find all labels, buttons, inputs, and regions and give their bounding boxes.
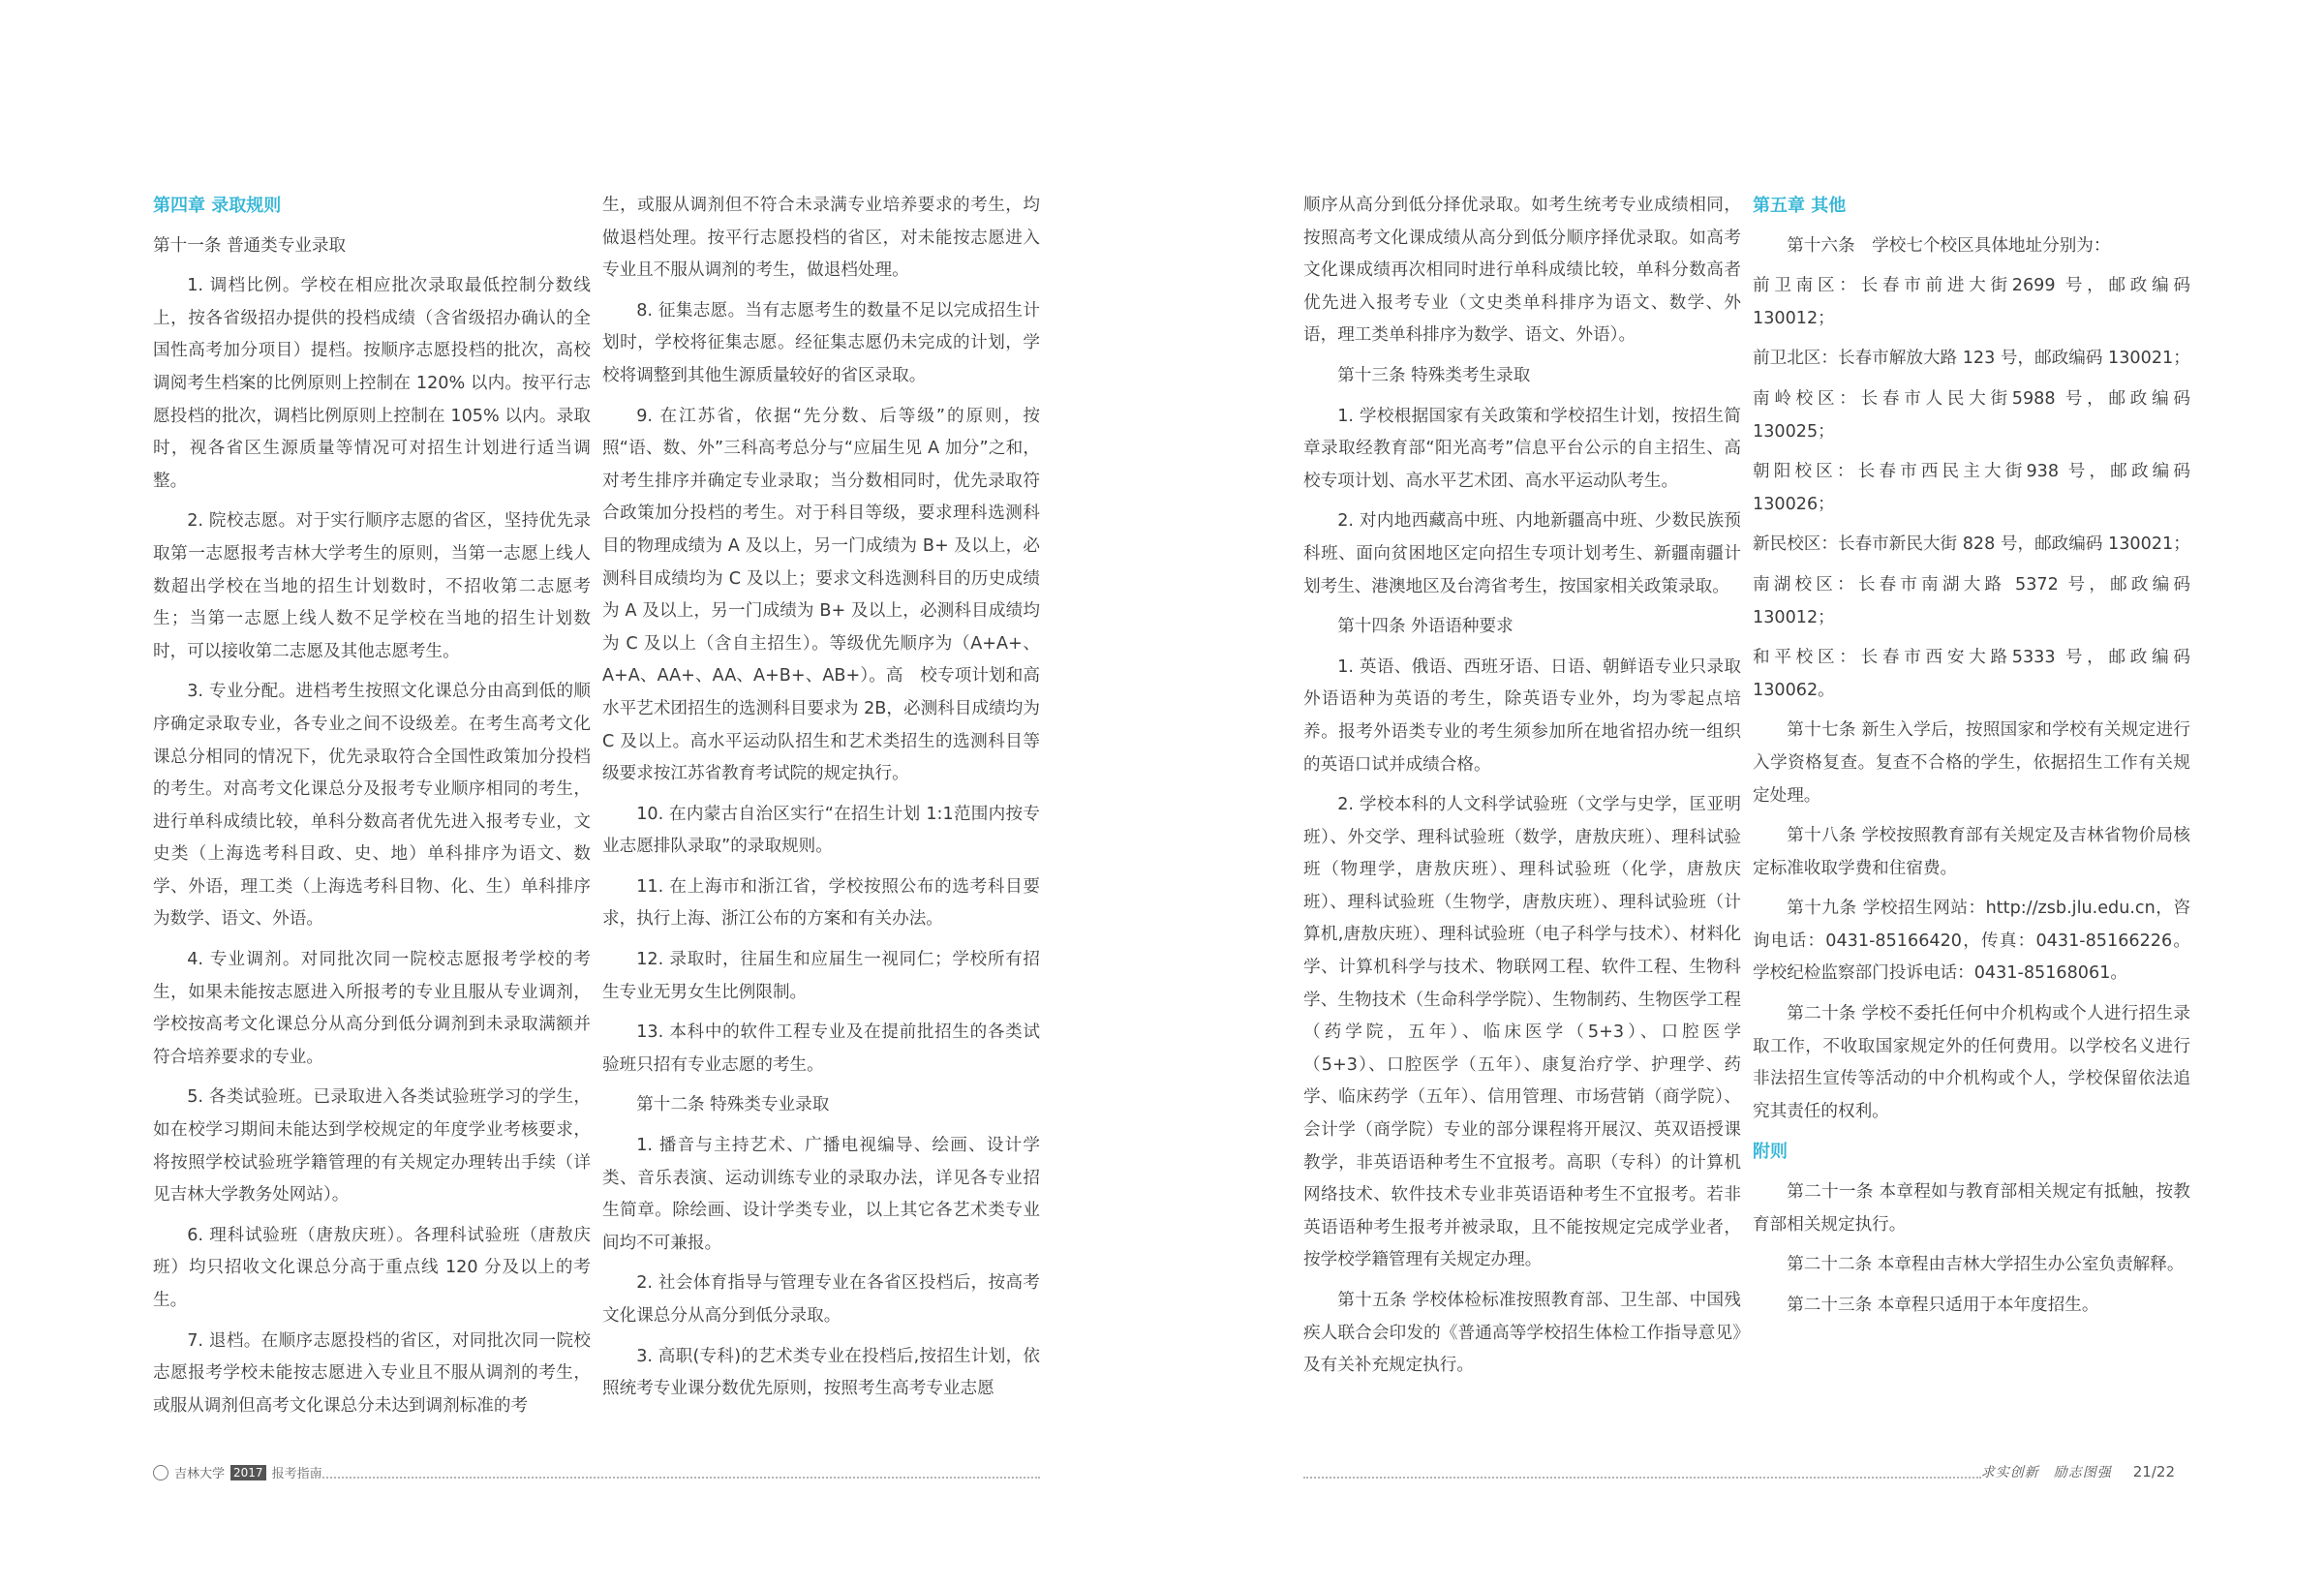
university-logo-icon <box>153 1465 168 1480</box>
chapter-5-heading: 第五章 其他 <box>1753 196 1847 216</box>
paragraph: 13. 本科中的软件工程专业及在提前批招生的各类试验班只招有专业志愿的考生。 <box>602 1022 1040 1075</box>
paragraph: 3. 专业分配。进档考生按照文化课总分由高到低的顺序确定录取专业，各专业之间不设级差。在考生高考文化课总分相同的情况下，优先录取符合全国性政策加分投档的考生。对高考文化课总分及报考专业顺序相同的考生，进行单科成绩比较，单科分数高者优先进入报考专业，文史类（上海选考科目政、史、地）单科排序为语文、数学、外语，理工类（上海选考科目物、化、生）单科排序为数学、语文、外语。 <box>153 682 591 930</box>
paragraph-continued: 生，或服从调剂但不符合未录满专业培养要求的考生，均做退档处理。按平行志愿投档的省区，对未能按志愿进入专业且不服从调剂的考生，做退档处理。 <box>602 196 1040 281</box>
article-20: 第二十条 学校不委托任何中介机构或个人进行招生录取工作，不收取国家规定外的任何费用。以学校名义进行非法招生宣传等活动的中介机构或个人，学校保留依法追究其责任的权利。 <box>1753 1004 2190 1121</box>
paragraph: 8. 征集志愿。当有志愿考生的数量不足以完成招生计划时，学校将征集志愿。经征集志愿仍未完成的计划，学校将调整到其他生源质量较好的省区录取。 <box>602 300 1040 385</box>
column-2 <box>602 190 1040 1414</box>
paragraph-continued: 顺序从高分到低分择优录取。如考生统考专业成绩相同，按照高考文化课成绩从高分到低分顺序择优录取。如高考文化课成绩再次相同时进行单科成绩比较，单科分数高者优先进入报考专业（文史类单科排序为语文、数学、外语，理工类单科排序为数学、语文、外语）。 <box>1303 196 1741 346</box>
paragraph: 11. 在上海市和浙江省，学校按照公布的选考科目要求，执行上海、浙江公布的方案和有关办法。 <box>602 876 1040 930</box>
article-22: 第二十二条 本章程由吉林大学招生办公室负责解释。 <box>1787 1255 2185 1275</box>
footer-motto: 求实创新 励志图强 <box>1980 1465 2112 1480</box>
paragraph: 1. 英语、俄语、西班牙语、日语、朝鲜语专业只录取外语语种为英语的考生，除英语专业外，均为零起点培养。报考外语类专业的考生须参加所在地省招办统一组织的英语口试并成绩合格。 <box>1303 656 1741 775</box>
appendix-heading: 附则 <box>1753 1142 1788 1163</box>
column-3 <box>1303 190 1741 1390</box>
footer-year: 2017 <box>230 1465 266 1480</box>
paragraph: 2. 学校本科的人文科学试验班（文学与史学，匡亚明班）、外交学、理科试验班（数学，唐敖庆班）、理科试验班（物理学，唐敖庆班）、理科试验班（化学，唐敖庆班）、理科试验班（生物学，唐敖庆班）、理科试验班（计算机,唐敖庆班）、理科试验班（电子科学与技术）、材料化学、计算机科学与技术、物联网工程、软件工程、生物科学、生物技术（生命科学学院）、生物制药、生物医学工程（药学院，五年）、临床医学（5+3）、口腔医学（5+3）、口腔医学（五年）、康复治疗学、护理学、药学、临床药学（五年）、信用管理、市场营销（商学院）、会计学（商学院）专业的部分课程将开展汉、英双语授课教学，非英语语种考生不宜报考。高职（专科）的计算机网络技术、软件技术专业非英语语种考生不宜报考。若非英语语种考生报考并被录取，且不能按规定完成学业者，按学校学籍管理有关规定办理。 <box>1303 795 1741 1270</box>
paragraph: 7. 退档。在顺序志愿投档的省区，对同批次同一院校志愿报考学校未能按志愿进入专业且不服从调剂的考生，或服从调剂但高考文化课总分未达到调剂标准的考 <box>153 1330 591 1416</box>
footer-divider-left <box>312 1477 1040 1479</box>
article-16: 第十六条 学校七个校区具体地址分别为： <box>1787 235 2111 256</box>
paragraph: 10. 在内蒙古自治区实行“在招生计划 1:1范围内按专业志愿排队录取”的录取规则。 <box>602 804 1040 857</box>
column-1 <box>153 190 591 1430</box>
footer-right <box>1981 1462 2175 1481</box>
article-17: 第十七条 新生入学后，按照国家和学校有关规定进行入学资格复查。复查不合格的学生，依据招生工作有关规定处理。 <box>1753 720 2190 806</box>
footer-left <box>153 1463 322 1481</box>
paragraph: 12. 录取时，往届生和应届生一视同仁；学校所有招生专业无男女生比例限制。 <box>602 950 1040 1002</box>
campus-address: 前卫北区：长春市解放大路 123 号，邮政编码 130021； <box>1753 349 2190 369</box>
article-18: 第十八条 学校按照教育部有关规定及吉林省物价局核定标准收取学费和住宿费。 <box>1753 826 2190 878</box>
footer-guide-label: 报考指南 <box>271 1467 322 1481</box>
article-21: 第二十一条 本章程如与教育部相关规定有抵触，按教育部相关规定执行。 <box>1753 1182 2190 1235</box>
paragraph: 1. 播音与主持艺术、广播电视编导、绘画、设计学类、音乐表演、运动训练专业的录取办法，详见各专业招生简章。除绘画、设计学类专业，以上其它各艺术类专业间均不可兼报。 <box>602 1136 1040 1253</box>
article-12-title: 第十二条 特殊类专业录取 <box>636 1095 830 1115</box>
article-15: 第十五条 学校体检标准按照教育部、卫生部、中国残疾人联合会印发的《普通高等学校招生体检工作指导意见》及有关补充规定执行。 <box>1303 1291 1741 1376</box>
campus-address: 南湖校区：长春市南湖大路 5372 号，邮政编码 130012； <box>1753 574 2190 627</box>
article-13-title: 第十三条 特殊类考生录取 <box>1337 365 1531 385</box>
footer-divider-right <box>1303 1477 1981 1479</box>
article-11-title: 第十一条 普通类专业录取 <box>153 235 347 256</box>
article-23: 第二十三条 本章程只适用于本年度招生。 <box>1787 1295 2099 1315</box>
paragraph: 2. 社会体育指导与管理专业在各省区投档后，按高考文化课总分从高分到低分录取。 <box>602 1273 1040 1326</box>
footer-school-name: 吉林大学 <box>174 1467 226 1481</box>
article-19: 第十九条 学校招生网站：http://zsb.jlu.edu.cn，咨询电话：0431-85166420，传真：0431-85166226。学校纪检监察部门投诉电话：0431-85168061。 <box>1753 899 2190 984</box>
campus-address: 前卫南区：长春市前进大街2699 号，邮政编码 130012； <box>1753 276 2190 328</box>
campus-address: 和平校区：长春市西安大路5333 号，邮政编码 130062。 <box>1753 648 2190 700</box>
paragraph: 4. 专业调剂。对同批次同一院校志愿报考学校的考生，如果未能按志愿进入所报考的专业且服从专业调剂，学校按高考文化课总分从高分到低分调剂到未录取满额并符合培养要求的专业。 <box>153 950 591 1067</box>
paragraph: 6. 理科试验班（唐敖庆班）。各理科试验班（唐敖庆班）均只招收文化课总分高于重点线 120 分及以上的考生。 <box>153 1225 591 1310</box>
paragraph: 5. 各类试验班。已录取进入各类试验班学习的学生，如在校学习期间未能达到学校规定的年度学业考核要求，将按照学校试验班学籍管理的有关规定办理转出手续（详见吉林大学教务处网站）。 <box>153 1087 591 1206</box>
paragraph: 2. 院校志愿。对于实行顺序志愿的省区，坚持优先录取第一志愿报考吉林大学考生的原则，当第一志愿上线人数超出学校在当地的招生计划数时，不招收第二志愿考生；当第一志愿上线人数不足学校在当地的招生计划数时，可以接收第二志愿及其他志愿考生。 <box>153 511 591 661</box>
chapter-4-heading: 第四章 录取规则 <box>153 196 282 216</box>
campus-address: 朝阳校区：长春市西民主大街938 号，邮政编码 130026； <box>1753 462 2190 514</box>
campus-address: 新民校区：长春市新民大街 828 号，邮政编码 130021； <box>1753 534 2190 555</box>
campus-address: 南岭校区：长春市人民大街5988 号，邮政编码 130025； <box>1753 388 2190 442</box>
column-4 <box>1753 190 2190 1329</box>
paragraph: 2. 对内地西藏高中班、内地新疆高中班、少数民族预科班、面向贫困地区定向招生专项计划考生、新疆南疆计划考生、港澳地区及台湾省考生，按国家相关政策录取。 <box>1303 511 1741 596</box>
paragraph: 3. 高职(专科)的艺术类专业在投档后,按招生计划，依照统考专业课分数优先原则，按照考生高考专业志愿 <box>602 1346 1040 1399</box>
paragraph: 1. 学校根据国家有关政策和学校招生计划，按招生简章录取经教育部“阳光高考”信息平台公示的自主招生、高校专项计划、高水平艺术团、高水平运动队考生。 <box>1303 406 1741 491</box>
article-14-title: 第十四条 外语语种要求 <box>1337 617 1514 637</box>
paragraph: 1. 调档比例。学校在相应批次录取最低控制分数线上，按各省级招办提供的投档成绩（含省级招办确认的全国性高考加分项目）提档。按顺序志愿投档的批次，高校调阅考生档案的比例原则上控制在 120% 以内。按平行志愿投档的批次，调档比例原则上控制在 105% 以内。录取时，视各省区生源质量等情况可对招生计划进行适当调整。 <box>153 276 591 491</box>
page-numbers: 21/22 <box>2132 1463 2175 1480</box>
paragraph: 9. 在江苏省，依据“先分数、后等级”的原则，按照“语、数、外”三科高考总分与“应届生见 A 加分”之和，对考生排序并确定专业录取；当分数相同时，优先录取符合政策加分投档的考生。对于科目等级，要求理科选测科目的物理成绩为 A 及以上，另一门成绩为 B+ 及以上，必测科目成绩均为 C 及以上；要求文科选测科目的历史成绩为 A 及以上，另一门成绩为 B+ 及以上，必测科目成绩均为 C 及以上（含自主招生）。等级优先顺序为（A+A+、A+A、AA+、AA、A+B+、AB+）。高 校专项计划和高水平艺术团招生的选测科目要求为 2B，必测科目成绩均为 C 及以上。高水平运动队招生和艺术类招生的选测科目等级要求按江苏省教育考试院的规定执行。 <box>602 406 1040 784</box>
